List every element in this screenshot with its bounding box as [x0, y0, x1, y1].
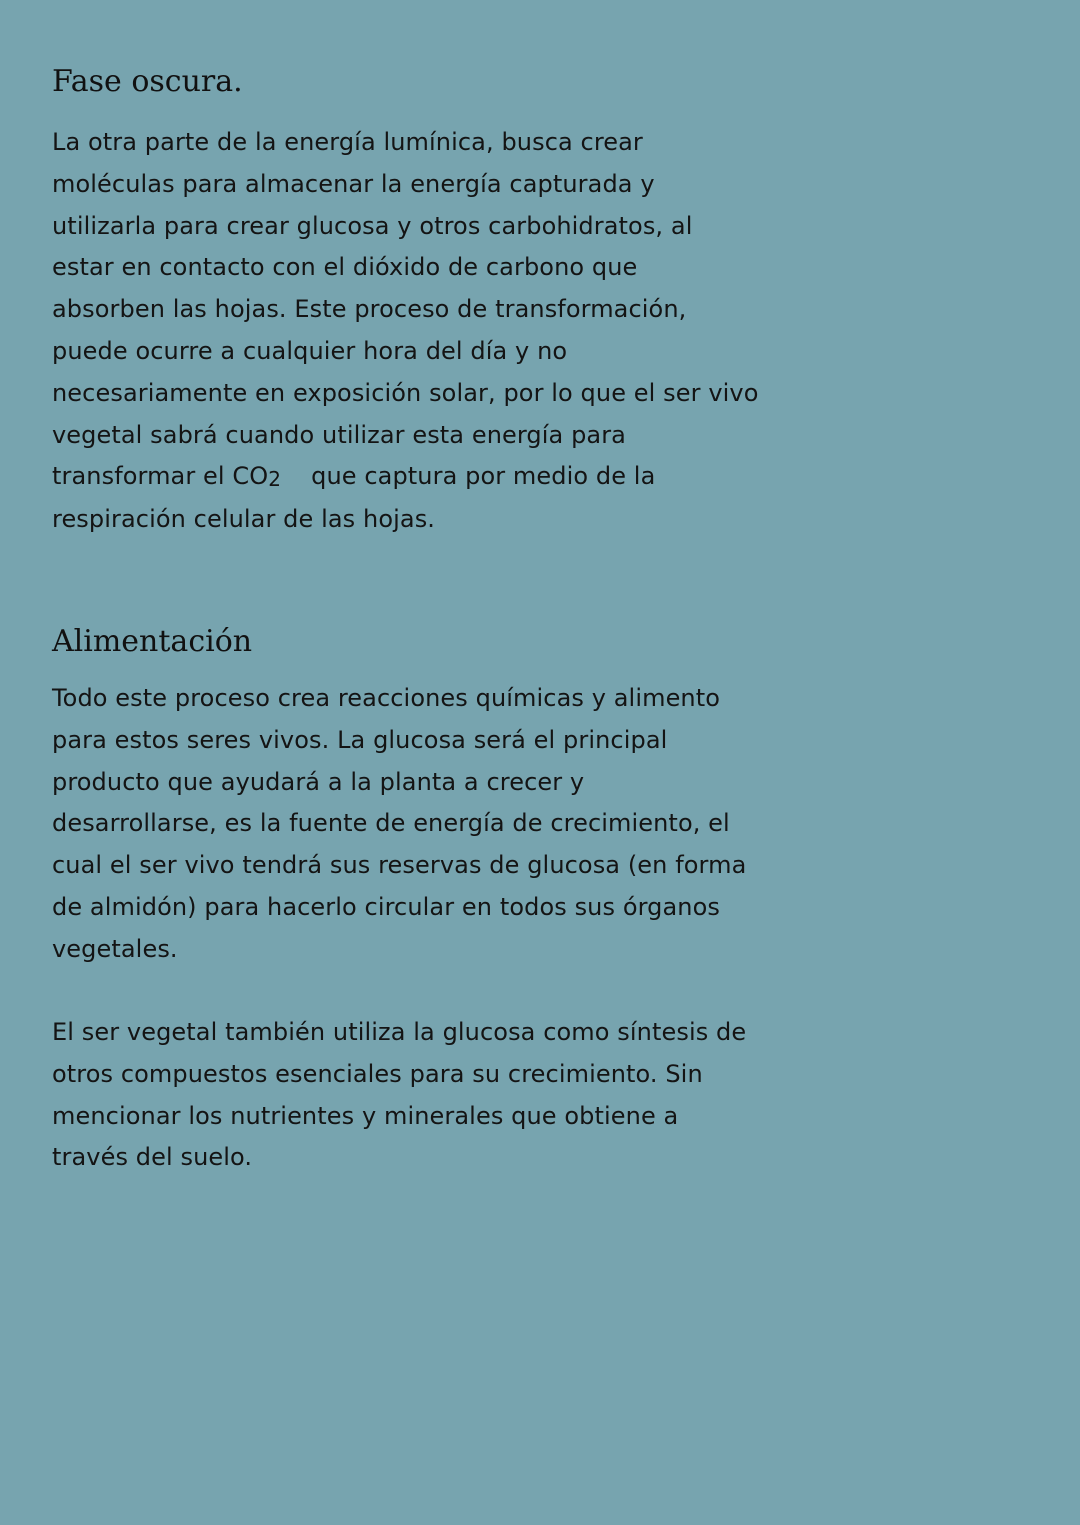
text-line: Todo este proceso crea reacciones químicas y alimento: [52, 684, 721, 712]
text-line: moléculas para almacenar la energía capturada y: [52, 169, 655, 198]
text-line: de almidón) para hacerlo circular en todos sus órganos: [52, 892, 720, 921]
text-line: respiración celular de las hojas.: [52, 505, 436, 534]
section-fase-oscura: [52, 52, 1042, 541]
section-alimentacion: [52, 612, 1042, 971]
section-title-fase-oscura: Fase oscura.: [52, 64, 243, 99]
text-line: mencionar los nutrientes y minerales que obtiene a: [52, 1101, 679, 1130]
paragraph-alimentacion: [52, 678, 1042, 971]
text-line: través del suelo.: [52, 1143, 253, 1172]
paragraph-fase-oscura: [52, 122, 1042, 541]
text-line: otros compuestos esenciales para su crecimiento. Sin: [52, 1059, 703, 1088]
text-line: vegetales.: [52, 934, 178, 963]
text-line: necesariamente en exposición solar, por lo que el ser vivo: [52, 378, 759, 407]
section-title-alimentacion: Alimentación: [52, 624, 253, 659]
section-glucosa-sintesis: [52, 1012, 1042, 1179]
text-line: desarrollarse, es la fuente de energía de crecimiento, el: [52, 809, 730, 838]
co2-text-before: transformar el CO: [52, 462, 269, 491]
text-line: vegetal sabrá cuando utilizar esta energía para: [52, 420, 626, 449]
text-line: producto que ayudará a la planta a crecer y: [52, 767, 585, 796]
paragraph-glucosa-sintesis: [52, 1012, 1042, 1179]
co2-subscript: 2: [268, 467, 282, 492]
text-line: utilizarla para crear glucosa y otros carbohidratos, al: [52, 211, 693, 240]
text-line: absorben las hojas. Este proceso de transformación,: [52, 295, 687, 324]
text-line-co2: [52, 456, 1042, 499]
text-line: La otra parte de la energía lumínica, busca crear: [52, 128, 643, 156]
co2-text-after: que captura por medio de la: [311, 462, 656, 491]
text-line: para estos seres vivos. La glucosa será el principal: [52, 725, 668, 754]
text-line: cual el ser vivo tendrá sus reservas de glucosa (en forma: [52, 851, 747, 880]
text-line: El ser vegetal también utiliza la glucosa como síntesis de: [52, 1018, 747, 1046]
text-line: estar en contacto con el dióxido de carbono que: [52, 253, 638, 282]
text-line: puede ocurre a cualquier hora del día y no: [52, 336, 568, 365]
